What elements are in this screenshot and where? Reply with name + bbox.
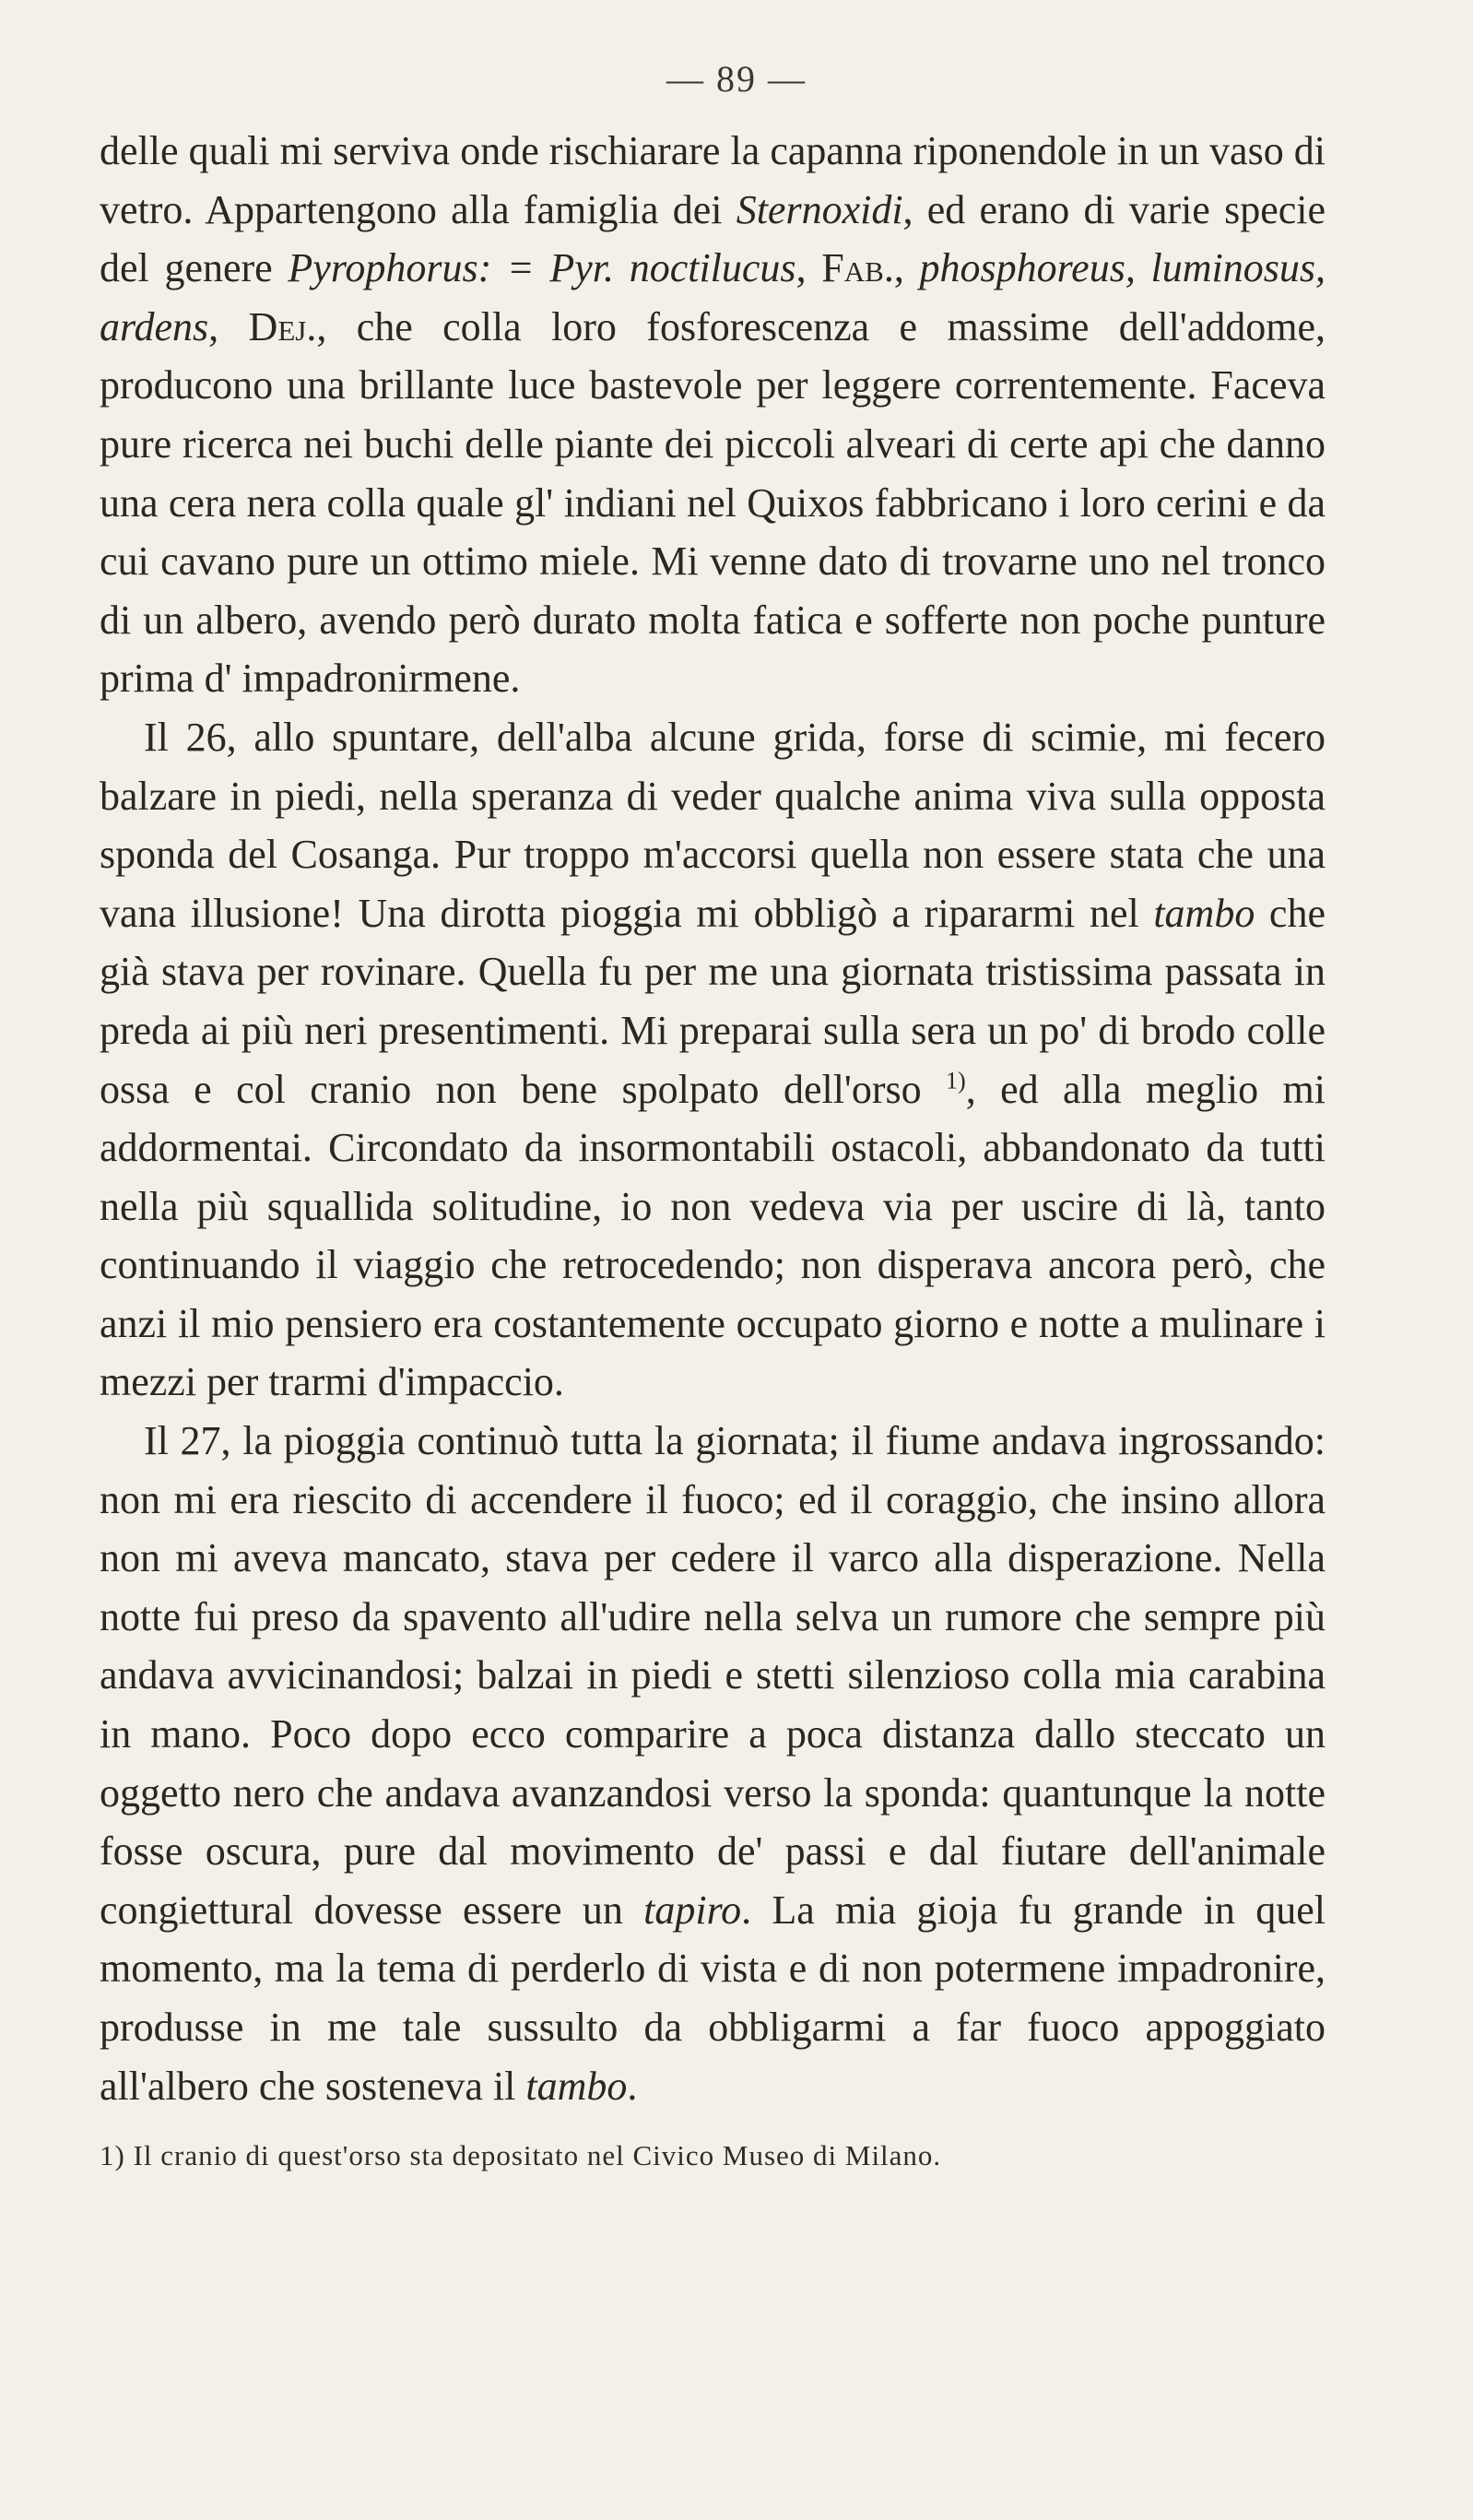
italic-run: tapiro xyxy=(643,1887,742,1933)
page-number: — 89 — xyxy=(666,58,807,100)
footnote: 1) Il cranio di quest'orso sta depositato nel Civico Museo di Milano. xyxy=(100,2139,942,2171)
text-run: , ed erano di varie specie del genere xyxy=(100,186,1326,291)
body-text xyxy=(100,122,1326,2115)
text-run: , xyxy=(893,245,920,291)
italic-run: phosphoreus, luminosus, ardens xyxy=(100,245,1326,349)
text-run: che già stava per rovinare. Quella fu per me una giornata tristissima passata in preda ai più neri presentimenti. Mi preparai sulla sera un po' di brodo colle ossa e col cranio non bene spolpato dell'orso xyxy=(100,890,1326,1112)
text-run: . La mia gioja fu grande in quel momento, ma la tema di perderlo di vista e di non potermene impadronire, produsse in me tale sussulto da obbligarmi a far fuoco appoggiato all'albero che sosteneva il xyxy=(100,1887,1326,2109)
text-run: , xyxy=(795,245,822,291)
italic-run: tambo xyxy=(525,2063,628,2109)
text-run: , che colla loro fosforescenza e massime dell'addome, producono una brillante luce bastevole per leggere correntemente. Faceva pure ricerca nei buchi delle piante dei piccoli alveari di certe api che danno una cera nera colla quale gl' indiani nel Quixos fabbricano i loro cerini e da cui cavano pure un ottimo miele. Mi venne dato di trovarne uno nel tronco di un albero, avendo però durato molta fatica e sofferte non poche punture prima d' impadronirmene. xyxy=(100,303,1326,702)
text-run: , xyxy=(208,303,249,349)
paragraph-2 xyxy=(100,708,1326,1412)
text-run: . xyxy=(627,2063,638,2109)
paragraph-3 xyxy=(100,1412,1326,2115)
author-abbrev: Fab. xyxy=(821,245,894,291)
italic-run: Sternoxidi xyxy=(736,186,903,232)
text-run: delle quali mi serviva onde rischiarare la capanna riponendole in un vaso di vetro. Appartengono alla famiglia dei xyxy=(100,128,1326,232)
text-run: Il 26, allo spuntare, dell'alba alcune grida, forse di scimie, mi fecero balzare in piedi, nella speranza di veder qualche anima viva sulla opposta sponda del Cosanga. Pur troppo m'accorsi quella non essere stata che una vana illusione! Una dirotta pioggia mi obbligò a ripararmi nel xyxy=(100,714,1326,936)
footnote-marker: 1) xyxy=(946,1066,966,1094)
italic-run: tambo xyxy=(1153,890,1255,936)
text-run: Il 27, la pioggia continuò tutta la giornata; il fiume andava ingrossando: non mi era riescito di accendere il fuoco; ed il coraggio, che insino allora non mi aveva mancato, stava per cedere il varco alla disperazione. Nella notte fui preso da spavento all'udire nella selva un rumore che sempre più andava avvicinandosi; balzai in piedi e stetti silenzioso colla mia carabina in mano. Poco dopo ecco comparire a poca distanza dallo steccato un oggetto nero che andava avanzandosi verso la sponda: quantunque la notte fosse oscura, pure dal movimento de' passi e dal fiutare dell'animale congiettural dovesse essere un xyxy=(100,1418,1326,1933)
text-run: , ed alla meglio mi addormentai. Circondato da insormontabili ostacoli, abbandonato da tutti nella più squallida solitudine, io non vedeva via per uscire di là, tanto continuando il viaggio che retrocedendo; non disperava ancora però, che anzi il mio pensiero era costantemente occupato giorno e notte a mulinare i mezzi per trarmi d'impaccio. xyxy=(100,1066,1326,1405)
paragraph-1 xyxy=(100,122,1326,708)
author-abbrev: Dej. xyxy=(248,303,317,349)
italic-run: Pyrophorus: = Pyr. noctilucus xyxy=(288,245,796,291)
